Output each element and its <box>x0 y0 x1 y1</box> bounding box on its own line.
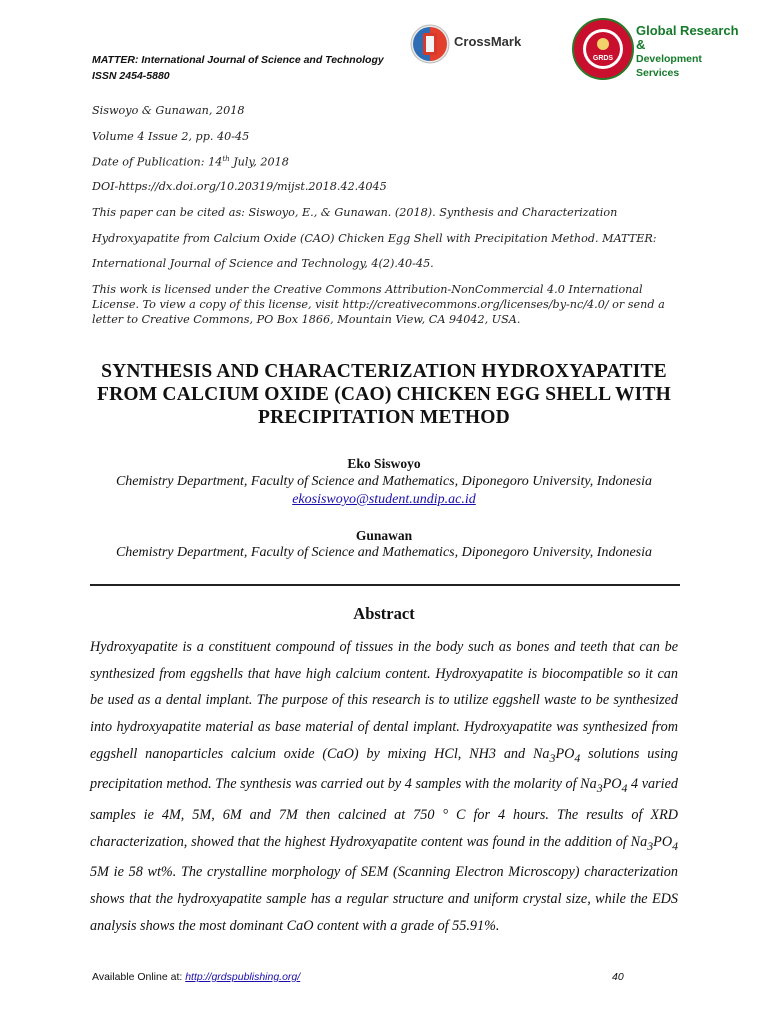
crossmark-logo[interactable] <box>410 24 530 64</box>
publisher-logo <box>572 16 742 82</box>
grds-badge-text: GRDS <box>592 55 614 62</box>
section-divider <box>90 584 680 586</box>
citation-cite-line-1: This paper can be cited as: Siswoyo, E., & Gunawan. (2018). Synthesis and Characterization <box>92 206 618 219</box>
footer-label: Available Online at: <box>92 971 186 983</box>
footer-url-link[interactable]: http://grdspublishing.org/ <box>185 971 301 983</box>
paper-title-line-1: SYNTHESIS AND CHARACTERIZATION HYDROXYAPATITE <box>101 361 667 382</box>
author1-affiliation: Chemistry Department, Faculty of Science and Mathematics, Diponegoro University, Indonesia <box>115 474 653 489</box>
paper-title <box>80 360 688 429</box>
crossmark-label: CrossMark <box>454 34 522 49</box>
journal-issn: ISSN 2454-5880 <box>92 70 170 82</box>
grds-seal-icon <box>572 18 634 80</box>
citation-cite-line-2: Hydroxyapatite from Calcium Oxide (CAO) Chicken Egg Shell with Precipitation Method. MATTER: <box>92 232 657 245</box>
citation-volume: Volume 4 Issue 2, pp. 40-45 <box>92 130 250 143</box>
author1-email-link[interactable]: ekosiswoyo@student.undip.ac.id <box>292 492 476 507</box>
footer-availability <box>92 971 300 983</box>
author2-affiliation: Chemistry Department, Faculty of Science and Mathematics, Diponegoro University, Indonesia <box>115 545 653 560</box>
journal-name: MATTER: International Journal of Science and Technology <box>92 54 384 66</box>
abstract-body: Hydroxyapatite is a constituent compound of tissues in the body such as bones and teeth that can be synthesized from eggshells that have high calcium content. Hydroxyapatite is biocompatible so it can be used as a dental implant. The purpose of this research is to utilize eggshell waste to be synthesized into hydroxyapatite material as base material of dental implant. Hydroxyapatite was synthesized from eggshell nanoparticles calcium oxide (CaO) by mixing HCl, NH3 and $Na_3PO_4$ solutions using precipitation method. The synthesis was carried out by 4 samples with the molarity of $Na_3PO_4$ 4 varied samples ie 4M, 5M, 6M and 7M then calcined at 750 ° C for 4 hours. The results of XRD characterization, showed that the highest Hydroxyapatite content was found in the addition of $Na_3PO_4$ 5M ie 58 wt%. The crystalline morphology of SEM (Scanning Electron Microscopy) characterization shows that the hydroxyapatite sample has a regular structure and uniform crystal size, while the EDS analysis shows the most dominant CaO content with a grade of 55.91%. <box>90 639 679 934</box>
journal-header <box>92 52 384 84</box>
citation-pub-date: Date of Publication: 14th July, 2018 <box>92 155 289 169</box>
page-number: 40 <box>612 971 624 983</box>
citation-cite-line-3: International Journal of Science and Technology, 4(2).40-45. <box>92 257 434 270</box>
publisher-sub: Development Services <box>636 53 702 79</box>
publisher-name: Global Research & <box>636 23 739 52</box>
crossmark-icon <box>410 24 450 64</box>
paper-title-line-2: FROM CALCIUM OXIDE (CAO) CHICKEN EGG SHELL WITH <box>96 384 672 405</box>
author1-name: Eko Siswoyo <box>347 456 421 471</box>
citation-authors-year: Siswoyo & Gunawan, 2018 <box>92 104 245 117</box>
paper-title-line-3: PRECIPITATION METHOD <box>258 407 510 428</box>
license-text: This work is licensed under the Creative Commons Attribution-NonCommercial 4.0 International License. To view a copy of this license, visit http://creativecommons.org/licenses/by-nc/4.0/ or send a letter to Creative Commons, PO Box 1866, Mountain View, CA 94042, USA. <box>92 283 665 326</box>
citation-doi[interactable]: DOI-https://dx.doi.org/10.20319/mijst.2018.42.4045 <box>92 180 387 193</box>
author2-name: Gunawan <box>355 528 413 543</box>
abstract-heading: Abstract <box>353 604 415 623</box>
publisher-text <box>636 24 742 80</box>
